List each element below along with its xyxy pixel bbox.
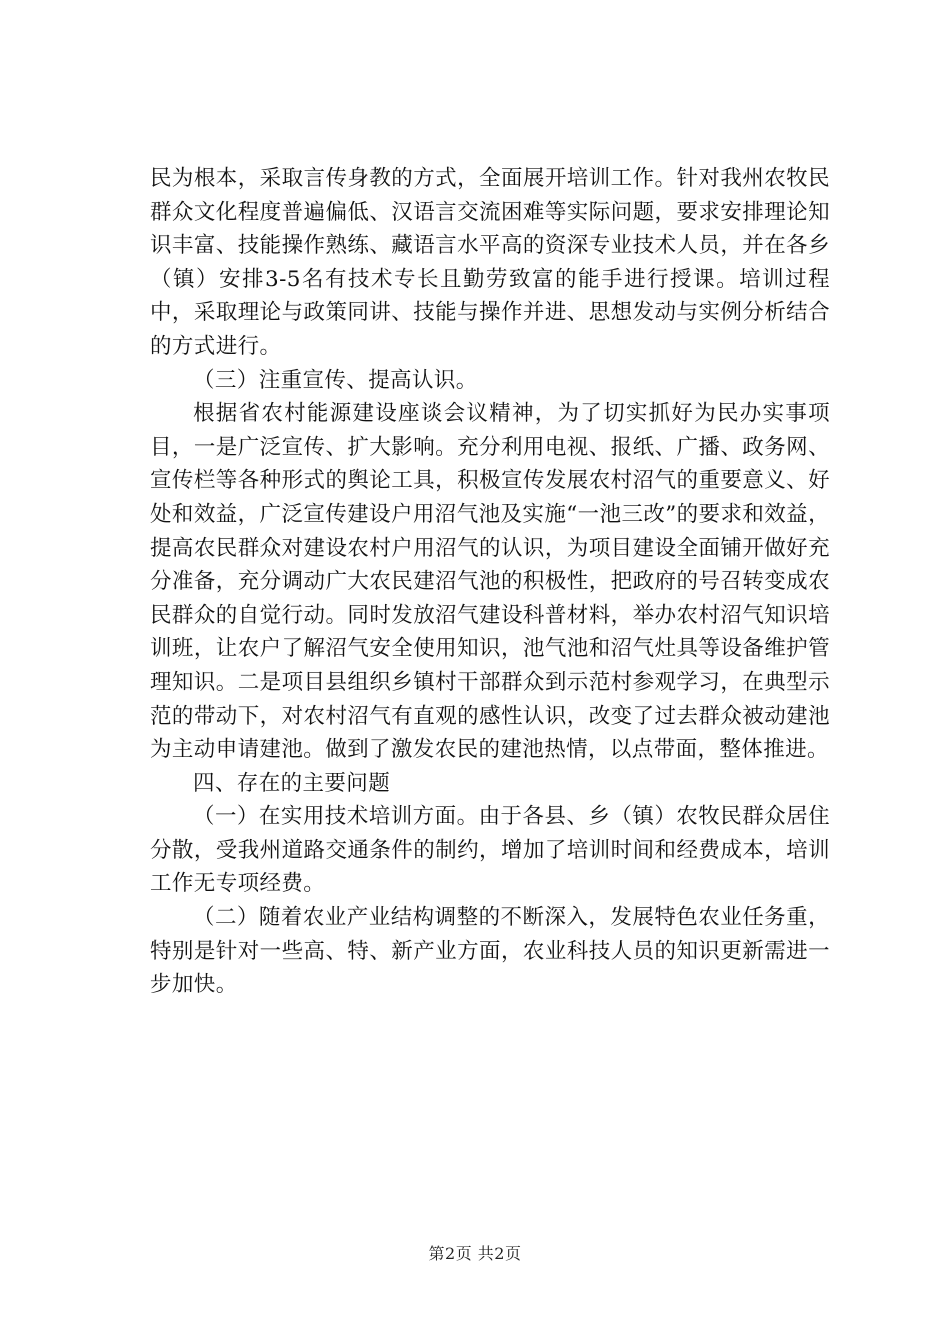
- page-number-footer: 第2页 共2页: [428, 1244, 522, 1263]
- paragraph-problem-knowledge: （二）随着农业产业结构调整的不断深入，发展特色农业任务重，特别是针对一些高、特、新产业方面，农业科技人员的知识更新需进一步加快。: [150, 905, 830, 998]
- document-body: [150, 162, 830, 1002]
- paragraph-publicity: 根据省农村能源建设座谈会议精神，为了切实抓好为民办实事项目，一是广泛宣传、扩大影响。充分利用电视、报纸、广播、政务网、宣传栏等各种形式的舆论工具，积极宣传发展农村沼气的重要意义、好处和效益，广泛宣传建设户用沼气池及实施“一池三改”的要求和效益，提高农民群众对建设农村户用沼气的认识，为项目建设全面铺开做好充分准备，充分调动广大农民建沼气池的积极性，把政府的号召转变成农民群众的自觉行动。同时发放沼气建设科普材料，举办农村沼气知识培训班，让农户了解沼气安全使用知识，池气池和沼气灶具等设备维护管理知识。二是项目县组织乡镇村干部群众到示范村参观学习，在典型示范的带动下，对农村沼气有直观的感性认识，改变了过去群众被动建池为主动申请建池。做到了激发农民的建池热情，以点带面，整体推进。: [150, 401, 830, 763]
- section-heading-publicity: （三）注重宣传、提高认识。: [193, 367, 478, 393]
- paragraph-training-method: 民为根本，采取言传身教的方式，全面展开培训工作。针对我州农牧民群众文化程度普遍偏低、汉语言交流困难等实际问题，要求安排理论知识丰富、技能操作熟练、藏语言水平高的资深专业技术人员，并在各乡（镇）安排3-5名有技术专长且勤劳致富的能手进行授课。培训过程中，采取理论与政策同讲、技能与操作并进、思想发动与实例分析结合的方式进行。: [150, 166, 830, 359]
- paragraph-problem-training: （一）在实用技术培训方面。由于各县、乡（镇）农牧民群众居住分散，受我州道路交通条件的制约，增加了培训时间和经费成本，培训工作无专项经费。: [150, 804, 830, 897]
- section-heading-problems: 四、存在的主要问题: [193, 770, 391, 796]
